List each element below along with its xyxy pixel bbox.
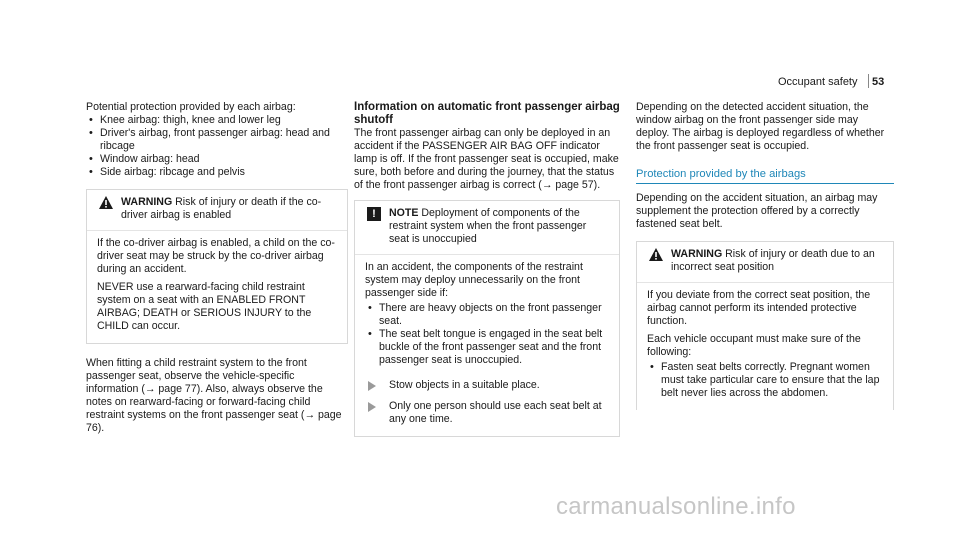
section-heading: Protection provided by the airbags (636, 168, 894, 184)
step-text: Stow objects in a suitable place. (389, 379, 540, 391)
list-item: • Window airbag: head (86, 153, 348, 166)
shutoff-paragraph: The front passenger airbag can only be deployed in an accident if the PASSENGER AIR BAG OFF indicator lamp is off. If the front passenger seat is occupied, make sure, both before and during the journey, that the status of the front passenger airbag is correct (→ page 57). (354, 127, 619, 191)
page-number: 53 (872, 76, 885, 88)
warning-list (647, 361, 883, 400)
note-title: Deployment of components of the restraint system when the front passenger seat is unoccupied (389, 207, 587, 245)
header-divider (868, 74, 869, 88)
column-3 (636, 101, 894, 410)
action-step (355, 400, 619, 436)
note-box (354, 200, 620, 437)
list-item: • Driver's airbag, front passenger airbag: head and ribcage (86, 127, 348, 153)
warning-label: WARNING (121, 196, 173, 208)
warning-label: WARNING (671, 248, 723, 260)
warning-triangle-icon (649, 248, 663, 261)
note-label: NOTE (389, 207, 419, 219)
note-body (355, 255, 619, 373)
running-header-section: Occupant safety (778, 76, 858, 88)
list-item: • Fasten seat belts correctly. Pregnant women must take particular care to ensure that the lap belt never lies across the abdomen. (647, 361, 883, 400)
section-heading: Information on automatic front passenger airbag shutoff (354, 101, 620, 126)
warning-body (87, 231, 347, 343)
note-paragraph: In an accident, the components of the restraint system may deploy unnecessarily on the front passenger side if: (365, 261, 583, 299)
action-step (355, 379, 619, 392)
protection-paragraph: Depending on the accident situation, an airbag may supplement the protection offered by a correctly fastened seat belt. (636, 192, 878, 230)
warning-paragraph: If the co-driver airbag is enabled, a child on the co-driver seat may be struck by the co-driver airbag during an accident. (97, 237, 335, 275)
note-list (365, 302, 609, 367)
play-arrow-icon (368, 381, 376, 391)
warning-title: Risk of injury or death if the co-driver airbag is enabled (121, 196, 322, 221)
step-text: Only one person should use each seat belt at any one time. (389, 400, 602, 425)
list-item: • The seat belt tongue is engaged in the seat belt buckle of the front passenger seat and the front passenger seat is unoccupied. (365, 328, 609, 367)
exclamation-icon: ! (367, 207, 381, 221)
warning-paragraph: Each vehicle occupant must make sure of the following: (647, 333, 861, 358)
warning-box (636, 241, 894, 410)
warning-title: Risk of injury or death due to an incorrect seat position (671, 248, 875, 273)
column-1 (86, 101, 348, 435)
window-airbag-paragraph: Depending on the detected accident situation, the window airbag on the front passenger side may deploy. The airbag is deployed regardless of whether the front passenger seat is occupied. (636, 101, 885, 152)
list-item: • Side airbag: ribcage and pelvis (86, 166, 348, 179)
warning-body (637, 283, 893, 410)
intro-text: Potential protection provided by each airbag: (86, 101, 296, 113)
list-item: • There are heavy objects on the front passenger seat. (365, 302, 609, 328)
watermark: carmanualsonline.info (556, 493, 796, 520)
warning-triangle-icon (99, 196, 113, 209)
warning-paragraph: If you deviate from the correct seat position, the airbag cannot perform its intended protective function. (647, 289, 871, 327)
warning-paragraph: NEVER use a rearward-facing child restraint system on a seat with an ENABLED FRONT AIRBAG; DEATH or SERIOUS INJURY to the CHILD can occur. (97, 281, 312, 332)
list-item: • Knee airbag: thigh, knee and lower leg (86, 114, 348, 127)
warning-header (87, 190, 347, 231)
airbag-protection-list (86, 114, 348, 179)
warning-header (637, 242, 893, 283)
column-2 (354, 101, 620, 437)
child-restraint-paragraph: When fitting a child restraint system to the front passenger seat, observe the vehicle-specific information (→ page 77). Also, always observe the notes on rearward-facing or forward-facing child restraint systems on the front passenger seat (→ page 76). (86, 357, 342, 434)
warning-box (86, 189, 348, 344)
note-header (355, 201, 619, 255)
play-arrow-icon (368, 402, 376, 412)
